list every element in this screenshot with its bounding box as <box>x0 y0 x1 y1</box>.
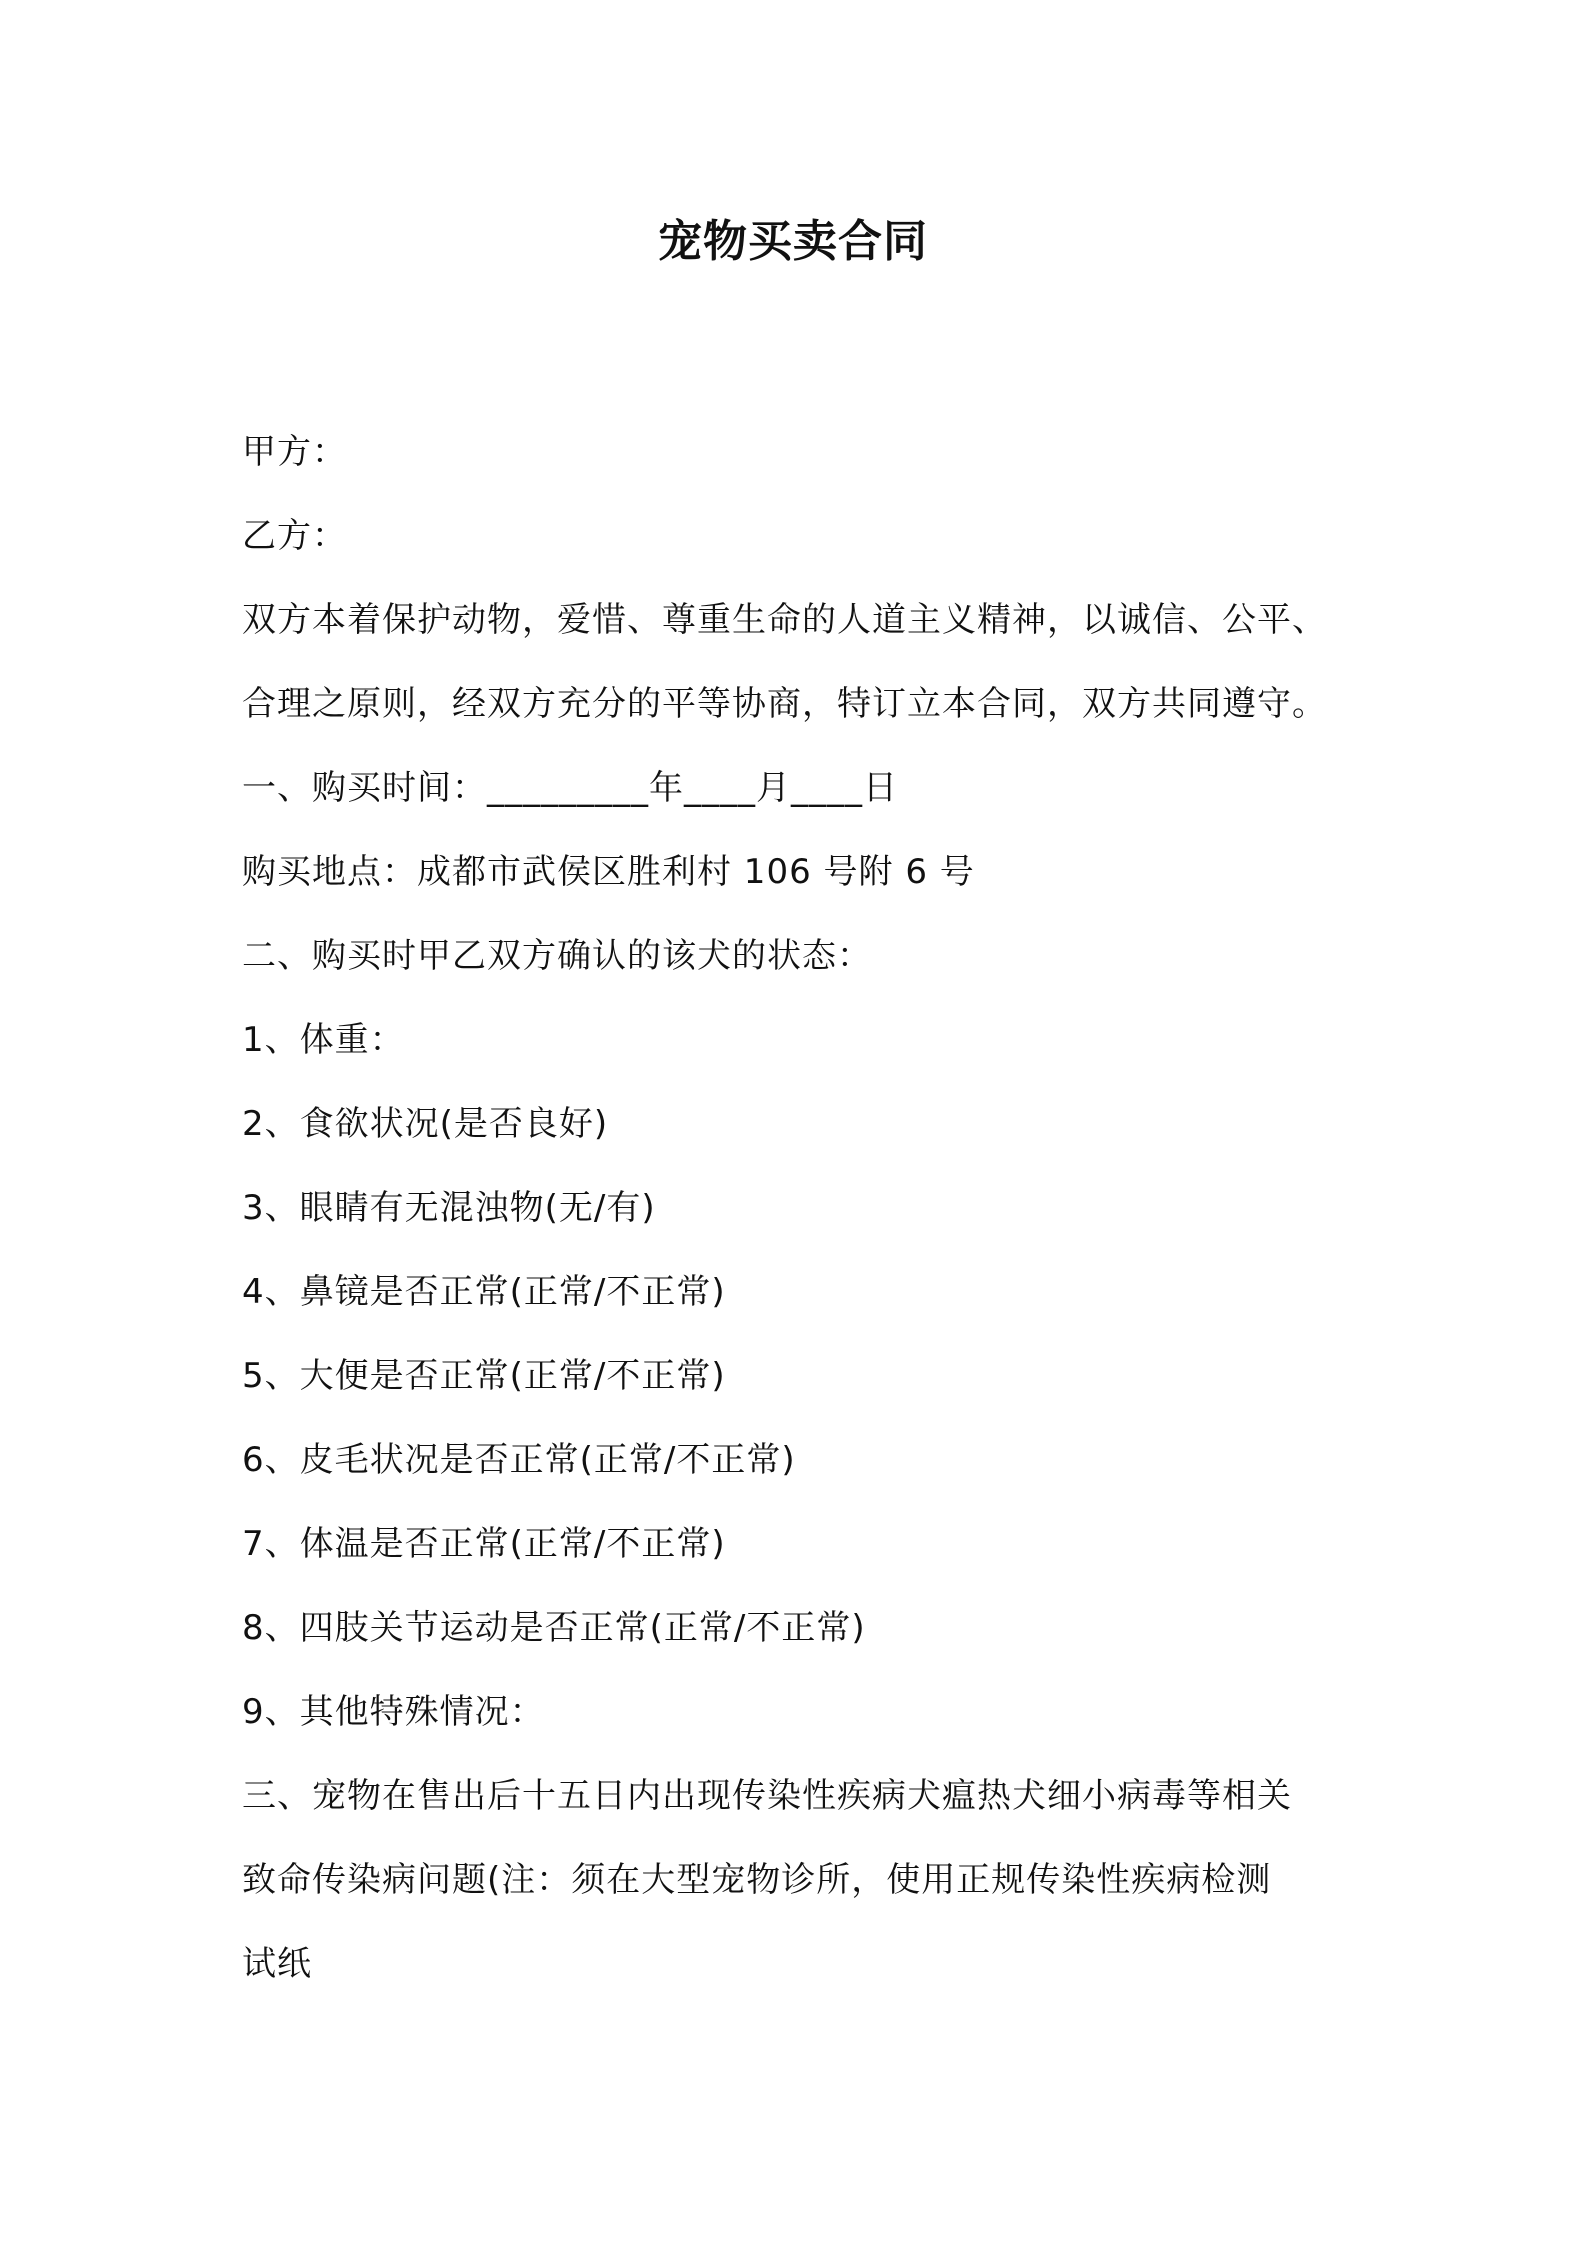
document-title: 宠物买卖合同 <box>658 216 928 267</box>
item-joints: 8、四肢关节运动是否正常(正常/不正常) <box>242 1608 866 1648</box>
purchase-time-line: 一、购买时间：_________年____月____日 <box>242 768 898 808</box>
item-nose: 4、鼻镜是否正常(正常/不正常) <box>242 1272 726 1312</box>
section-three-line-2: 致命传染病问题(注：须在大型宠物诊所，使用正规传染性疾病检测 <box>242 1860 1272 1900</box>
item-weight: 1、体重： <box>242 1020 405 1060</box>
section-three-line-1: 三、宠物在售出后十五日内出现传染性疾病犬瘟热犬细小病毒等相关 <box>242 1776 1292 1816</box>
item-temperature: 7、体温是否正常(正常/不正常) <box>242 1524 726 1564</box>
preamble-line-1: 双方本着保护动物，爱惜、尊重生命的人道主义精神，以诚信、公平、 <box>242 600 1327 640</box>
purchase-location-line: 购买地点：成都市武侯区胜利村 106 号附 6 号 <box>242 852 975 892</box>
item-other: 9、其他特殊情况： <box>242 1692 545 1732</box>
section-three-line-3: 试纸 <box>242 1944 312 1984</box>
party-a-line: 甲方： <box>242 432 347 472</box>
item-fur: 6、皮毛状况是否正常(正常/不正常) <box>242 1440 796 1480</box>
preamble-line-2: 合理之原则，经双方充分的平等协商，特订立本合同，双方共同遵守。 <box>242 684 1327 724</box>
item-eyes: 3、眼睛有无混浊物(无/有) <box>242 1188 656 1228</box>
party-b-line: 乙方： <box>242 516 347 556</box>
item-stool: 5、大便是否正常(正常/不正常) <box>242 1356 726 1396</box>
document-body <box>242 410 1362 2006</box>
section-two-heading: 二、购买时甲乙双方确认的该犬的状态： <box>242 936 872 976</box>
item-appetite: 2、食欲状况(是否良好) <box>242 1104 609 1144</box>
